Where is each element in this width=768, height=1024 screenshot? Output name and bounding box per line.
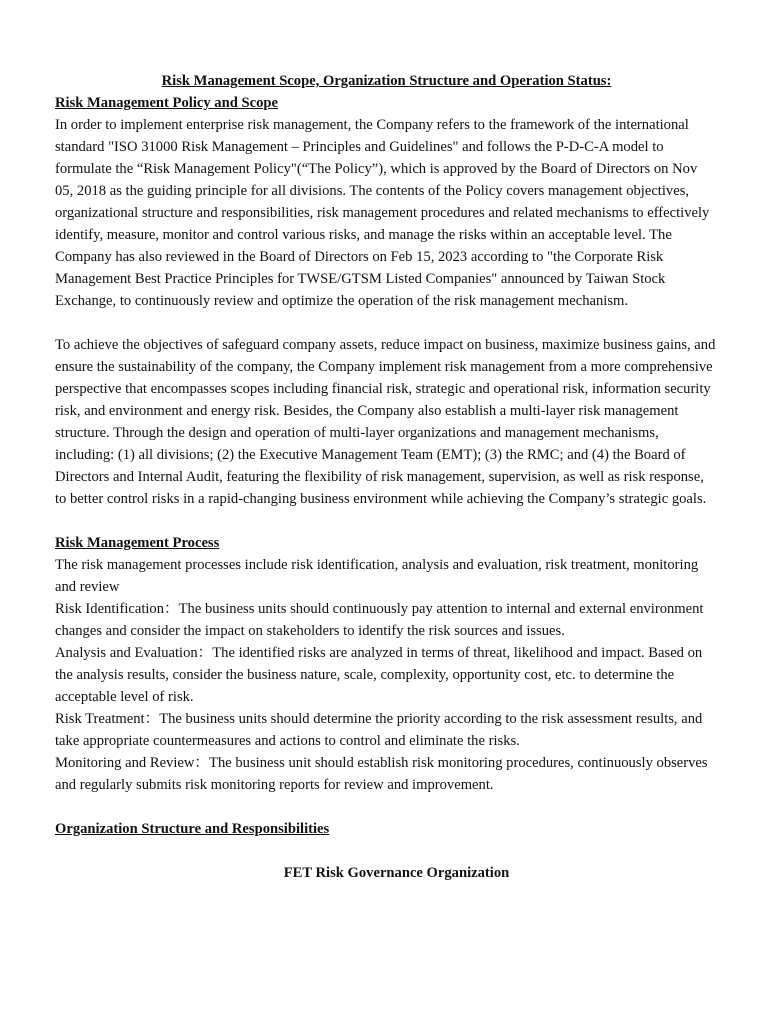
policy-scope-heading: Risk Management Policy and Scope: [55, 95, 278, 111]
process-intro: The risk management processes include risk identification, analysis and evaluation, risk treatment, monitoring and review: [55, 557, 699, 595]
governance-subtitle: FET Risk Governance Organization: [283, 865, 510, 881]
document-title: Risk Management Scope, Organization Structure and Operation Status:: [161, 73, 612, 89]
process-item-identification: Risk Identification：The business units should continuously pay attention to internal and external environment changes and consider the impact on stakeholders to identify the risk sources and issues.: [55, 601, 704, 639]
spacer: [55, 510, 718, 532]
process-item-monitoring: Monitoring and Review：The business unit should establish risk monitoring procedures, continuously observes and regularly submits risk monitoring reports for review and improvement.: [55, 755, 708, 793]
spacer: [55, 796, 718, 818]
process-heading: Risk Management Process: [55, 535, 220, 551]
policy-paragraph: In order to implement enterprise risk management, the Company refers to the framework of the international standard "ISO 31000 Risk Management – Principles and Guidelines" and follows the P-D-C-A model to formulate the “Risk Management Policy"(“The Policy”), which is approved by the Board of Directors on Nov 05, 2018 as the guiding principle for all divisions. The contents of the Policy covers management objectives, organizational structure and responsibilities, risk management procedures and related mechanisms to effectively identify, measure, monitor and control various risks, and manage the risks within an acceptable level. The Company has also reviewed in the Board of Directors on Feb 15, 2023 according to "the Corporate Risk Management Best Practice Principles for TWSE/GTSM Listed Companies" announced by Taiwan Stock Exchange, to continuously review and optimize the operation of the risk management mechanism.: [55, 117, 710, 309]
process-item-treatment: Risk Treatment：The business units should determine the priority according to the risk assessment results, and take appropriate countermeasures and actions to control and eliminate the risks.: [55, 711, 703, 749]
spacer: [55, 840, 718, 862]
objectives-paragraph: To achieve the objectives of safeguard company assets, reduce impact on business, maximize business gains, and ensure the sustainability of the company, the Company implement risk management from a more comprehensive perspective that encompasses scopes including financial risk, strategic and operational risk, information security risk, and environment and energy risk. Besides, the Company also establish a multi-layer risk management structure. Through the design and operation of multi-layer organizations and management mechanisms, including: (1) all divisions; (2) the Executive Management Team (EMT); (3) the RMC; and (4) the Board of Directors and Internal Audit, featuring the flexibility of risk management, supervision, as well as risk response, to better control risks in a rapid-changing business environment while achieving the Company’s strategic goals.: [55, 337, 716, 507]
process-item-analysis: Analysis and Evaluation：The identified risks are analyzed in terms of threat, likelihood and impact. Based on the analysis results, consider the business nature, scale, complexity, opportunity cost, etc. to determine the acceptable level of risk.: [55, 645, 703, 705]
organization-heading: Organization Structure and Responsibilities: [55, 821, 330, 837]
spacer: [55, 312, 718, 334]
